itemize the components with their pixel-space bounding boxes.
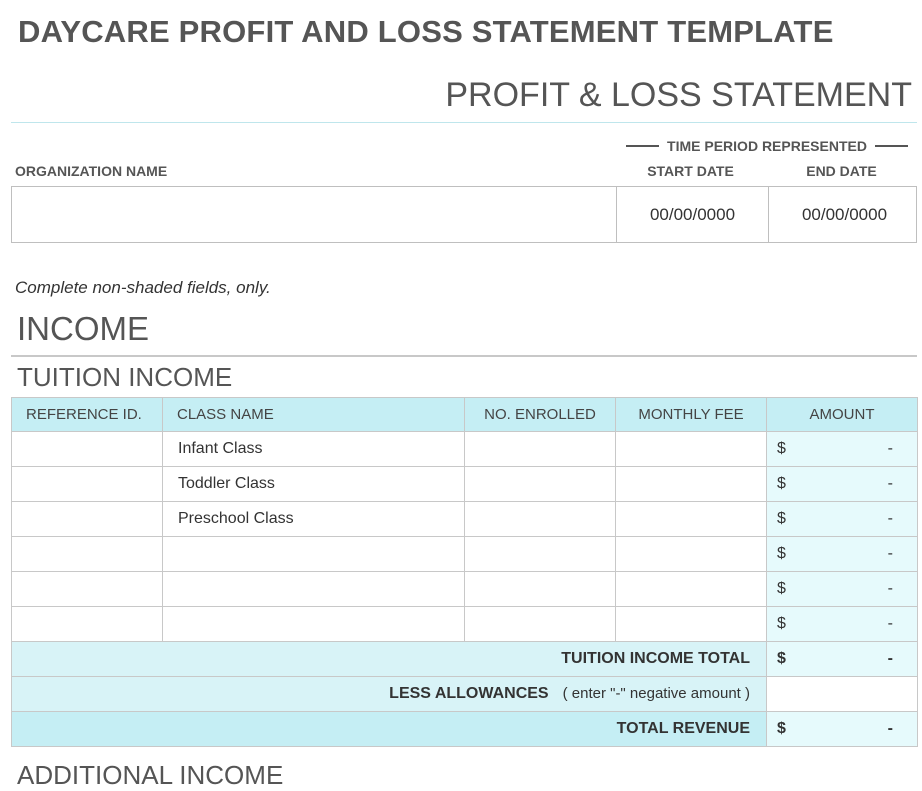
amount-value: - — [887, 615, 893, 632]
amount-cell — [767, 502, 918, 537]
organization-name-field[interactable] — [12, 187, 617, 242]
table-header-row — [12, 398, 918, 432]
table-row — [12, 467, 918, 502]
table-row — [12, 432, 918, 467]
less-allowances-label: LESS ALLOWANCES — [389, 685, 549, 702]
less-allowances-note: ( enter "-" negative amount ) — [562, 685, 750, 702]
page-title: DAYCARE PROFIT AND LOSS STATEMENT TEMPLATE — [18, 14, 834, 49]
class-name-cell[interactable] — [163, 607, 465, 642]
start-date-label: START DATE — [647, 163, 734, 179]
monthly-fee-cell[interactable] — [616, 572, 767, 607]
class-name-cell[interactable]: Preschool Class — [163, 502, 465, 537]
total-revenue-value: - — [887, 720, 893, 737]
amount-cell — [767, 607, 918, 642]
class-name-cell[interactable]: Infant Class — [163, 432, 465, 467]
amount-value: - — [887, 510, 893, 527]
statement-title: PROFIT & LOSS STATEMENT — [445, 76, 912, 114]
monthly-fee-cell[interactable] — [616, 432, 767, 467]
col-reference-id: REFERENCE ID. — [12, 398, 163, 432]
class-name-cell[interactable] — [163, 572, 465, 607]
income-heading: INCOME — [17, 310, 149, 347]
amount-value: - — [887, 545, 893, 562]
amount-cell — [767, 572, 918, 607]
reference-id-cell[interactable] — [12, 572, 163, 607]
total-revenue-cell — [767, 712, 918, 747]
col-class-name: CLASS NAME — [163, 398, 465, 432]
no-enrolled-cell[interactable] — [465, 432, 616, 467]
total-revenue-label: TOTAL REVENUE — [12, 712, 767, 747]
less-allowances-input[interactable] — [767, 677, 918, 712]
col-amount: AMOUNT — [767, 398, 918, 432]
tuition-income-heading: TUITION INCOME — [17, 362, 233, 392]
currency-symbol: $ — [777, 650, 786, 667]
time-period-rule-right — [875, 145, 908, 147]
title-divider — [11, 122, 917, 123]
tuition-total-value: - — [887, 650, 893, 667]
end-date-field[interactable]: 00/00/0000 — [768, 187, 920, 242]
currency-symbol: $ — [777, 580, 786, 597]
tuition-income-table — [11, 397, 918, 747]
amount-cell — [767, 467, 918, 502]
no-enrolled-cell[interactable] — [465, 537, 616, 572]
instructions: Complete non-shaded fields, only. — [15, 278, 271, 297]
tuition-total-label: TUITION INCOME TOTAL — [12, 642, 767, 677]
currency-symbol: $ — [777, 510, 786, 527]
tuition-total-row — [12, 642, 918, 677]
currency-symbol: $ — [777, 475, 786, 492]
class-name-cell[interactable]: Toddler Class — [163, 467, 465, 502]
amount-cell — [767, 432, 918, 467]
reference-id-cell[interactable] — [12, 607, 163, 642]
no-enrolled-cell[interactable] — [465, 467, 616, 502]
start-date-field[interactable]: 00/00/0000 — [649, 204, 736, 224]
table-row — [12, 537, 918, 572]
reference-id-cell[interactable] — [12, 432, 163, 467]
additional-income-heading: ADDITIONAL INCOME — [17, 760, 284, 790]
less-allowances-label-cell — [12, 677, 767, 712]
amount-value: - — [887, 440, 893, 457]
amount-cell — [767, 537, 918, 572]
no-enrolled-cell[interactable] — [465, 572, 616, 607]
table-row — [12, 502, 918, 537]
time-period-text: TIME PERIOD REPRESENTED — [667, 138, 867, 154]
end-date-label: END DATE — [806, 163, 877, 179]
less-allowances-row — [12, 677, 918, 712]
reference-id-cell[interactable] — [12, 467, 163, 502]
class-name-cell[interactable] — [163, 537, 465, 572]
no-enrolled-cell[interactable] — [465, 607, 616, 642]
time-period-rule-left — [626, 145, 659, 147]
currency-symbol: $ — [777, 615, 786, 632]
income-divider — [11, 355, 917, 357]
col-monthly-fee: MONTHLY FEE — [616, 398, 767, 432]
currency-symbol: $ — [777, 720, 786, 737]
monthly-fee-cell[interactable] — [616, 467, 767, 502]
monthly-fee-cell[interactable] — [616, 502, 767, 537]
reference-id-cell[interactable] — [12, 537, 163, 572]
time-period-label — [626, 138, 908, 154]
amount-value: - — [887, 580, 893, 597]
reference-id-cell[interactable] — [12, 502, 163, 537]
col-no-enrolled: NO. ENROLLED — [465, 398, 616, 432]
amount-value: - — [887, 475, 893, 492]
organization-info-box — [11, 186, 917, 243]
currency-symbol: $ — [777, 545, 786, 562]
total-revenue-row — [12, 712, 918, 747]
monthly-fee-cell[interactable] — [616, 607, 767, 642]
organization-name-label: ORGANIZATION NAME — [15, 163, 168, 179]
table-row — [12, 572, 918, 607]
currency-symbol: $ — [777, 440, 786, 457]
tuition-total-cell — [767, 642, 918, 677]
table-row — [12, 607, 918, 642]
monthly-fee-cell[interactable] — [616, 537, 767, 572]
no-enrolled-cell[interactable] — [465, 502, 616, 537]
